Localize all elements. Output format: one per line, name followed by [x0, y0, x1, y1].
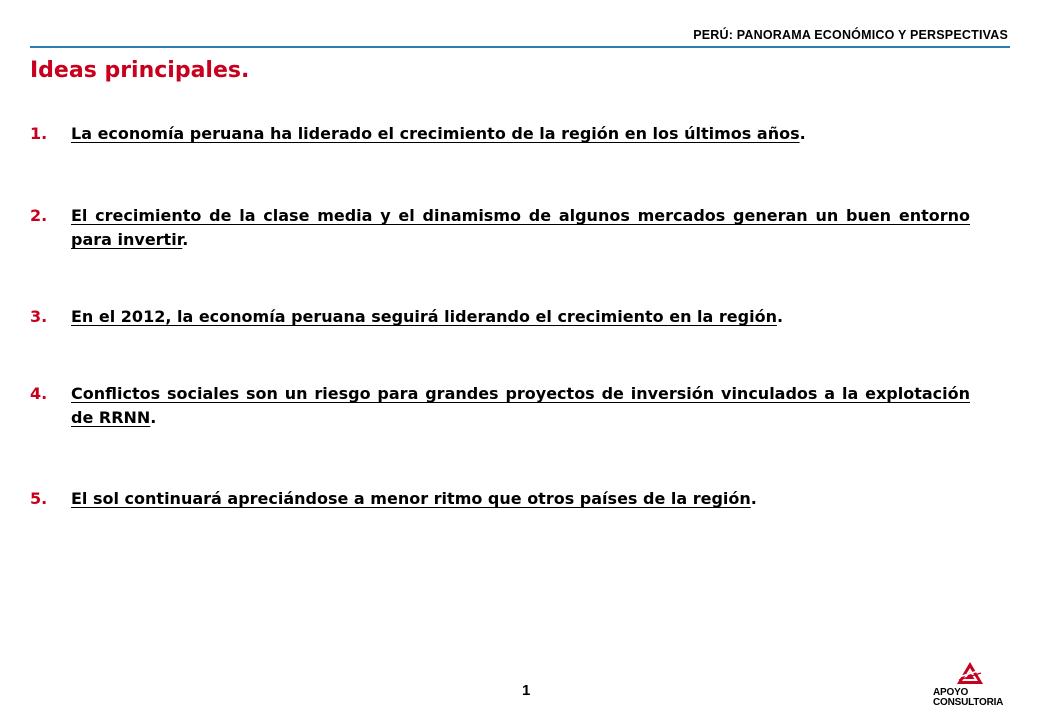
page-number: 1 [522, 682, 531, 699]
idea-number: 4. [30, 384, 48, 403]
idea-period: . [799, 124, 806, 143]
page-title: Ideas principales. [30, 58, 250, 83]
idea-statement: Conflictos sociales son un riesgo para grandes proyectos de inversión vinculados a la explotación de RRNN [71, 384, 970, 427]
idea-item-5 [30, 487, 970, 511]
idea-text [71, 382, 970, 430]
apoyo-consultoria-logo [930, 661, 1010, 711]
idea-statement: En el 2012, la economía peruana seguirá liderando el crecimiento en la región [71, 307, 777, 326]
idea-number: 5. [30, 489, 48, 508]
apoyo-logo-icon [956, 661, 984, 685]
idea-statement: La economía peruana ha liderado el crecimiento de la región en los últimos años [71, 124, 800, 143]
idea-number: 2. [30, 206, 48, 225]
idea-item-2 [30, 204, 970, 252]
idea-item-4 [30, 382, 970, 430]
idea-item-1 [30, 122, 970, 146]
idea-period: . [150, 408, 157, 427]
idea-period: . [776, 307, 784, 326]
idea-item-3 [30, 305, 970, 329]
idea-period: . [750, 489, 757, 508]
idea-text [71, 305, 970, 329]
header-divider [30, 46, 1010, 48]
idea-statement: El sol continuará apreciándose a menor ritmo que otros países de la región [71, 489, 751, 508]
idea-text [71, 487, 970, 511]
logo-text-apoyo: APOYO [933, 687, 969, 698]
idea-text [71, 122, 970, 146]
idea-number: 1. [30, 124, 48, 143]
idea-number: 3. [30, 307, 48, 326]
idea-text [71, 204, 970, 252]
idea-period: . [182, 230, 189, 249]
document-header-title: PERÚ: PANORAMA ECONÓMICO Y PERSPECTIVAS [693, 28, 1008, 42]
logo-text-consultoria: CONSULTORIA [933, 697, 1004, 708]
idea-statement: El crecimiento de la clase media y el dinamismo de algunos mercados generan un buen entorno para invertir [71, 206, 970, 249]
